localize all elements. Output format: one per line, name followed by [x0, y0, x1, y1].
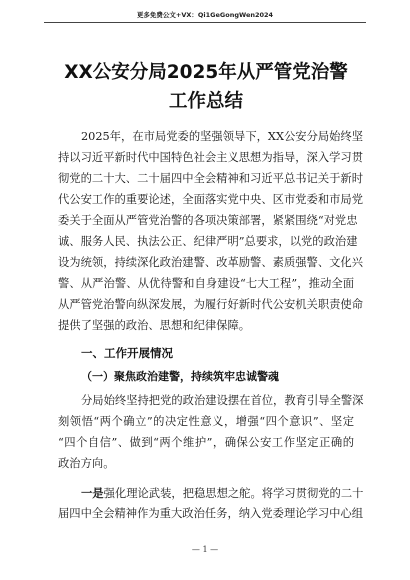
header-divider [44, 22, 366, 23]
header-note: 更多免费公文+VX：Qi1GeGongWen2024 [136, 11, 274, 19]
paragraph-line: 提供了坚强的政治、思想和纪律保障。 [58, 319, 251, 332]
subsection-heading: （一）聚焦政治建警，持续筑牢忠诚警魂 [81, 370, 279, 383]
point-text: 强化理论武装，把稳思想之舵。将学习贯彻党的二十 [103, 487, 364, 500]
paragraph-line: 政治方向。 [58, 457, 115, 470]
paragraph-line: 诚、服务人民、执法公正、纪律严明”总要求，以党的政治建 [58, 235, 358, 248]
paragraph-line: 委关于全面从严管党治警的各项决策部署，紧紧围绕“对党忠 [58, 214, 358, 227]
page-number: — 1 — [191, 545, 219, 554]
point-lead: 一是 [81, 486, 104, 500]
paragraph-line: 2025年，在市局党委的坚强领导下，XX公安分局始终坚 [81, 130, 364, 143]
paragraph-line [81, 484, 364, 502]
paragraph-line: 代公安工作的重要论述，全面落实党中央、区市党委和市局党 [58, 193, 364, 206]
paragraph-line: 设为统领，持续深化政治建警、改革励警、素质强警、文化兴 [58, 256, 364, 269]
paragraph-line: “四个自信”、做到“两个维护”，确保公安工作坚定正确的 [58, 436, 354, 449]
paragraph-line: 分局始终坚持把党的政治建设摆在首位，教育引导全警深 [81, 394, 364, 407]
paragraph-line: 彻党的二十大、二十届四中全会精神和习近平总书记关于新时 [58, 172, 364, 185]
paragraph-line: 刻领悟“两个确立”的决定性意义，增强“四个意识”、坚定 [58, 415, 354, 428]
paragraph-line: 届四中全会精神作为重大政治任务，纳入党委理论学习中心组 [58, 507, 364, 520]
paragraph-line: 持以习近平新时代中国特色社会主义思想为指导，深入学习贯 [58, 151, 364, 164]
paragraph-line: 警、从严治警、从优待警和自身建设“七大工程”，推动全面 [58, 277, 354, 290]
section-heading: 一、工作开展情况 [81, 346, 173, 360]
document-title: XX公安分局2025年从严管党治警工作总结 [64, 62, 348, 112]
paragraph-line: 从严管党治警向纵深发展，为履行好新时代公安机关职责使命 [58, 298, 364, 311]
